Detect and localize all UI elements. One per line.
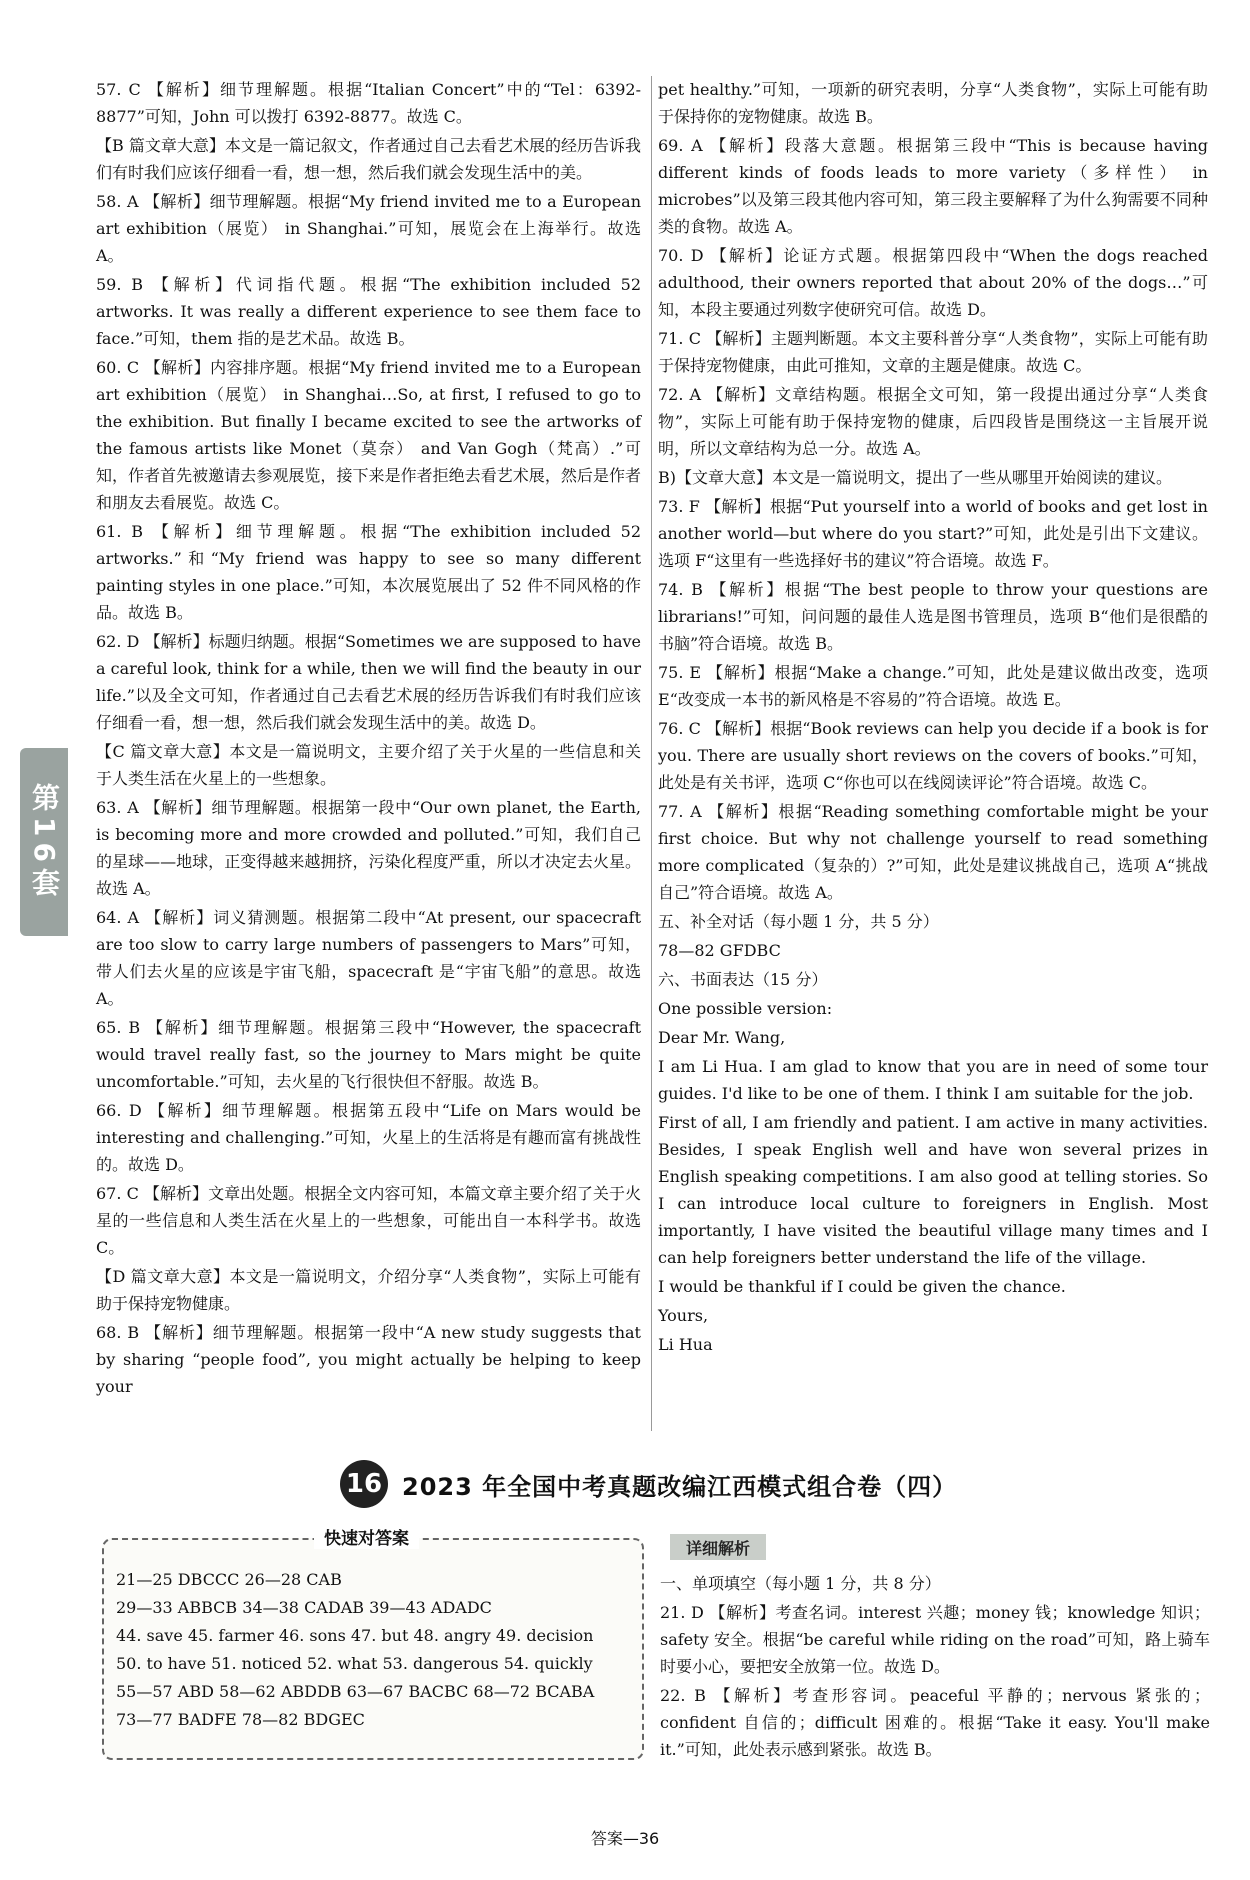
quick-answers-label: 快速对答案 [314, 1524, 419, 1549]
answer-paragraph: 六、书面表达（15 分） [658, 970, 828, 989]
answer-paragraph: Yours, [658, 1306, 709, 1325]
section-number: 16 [340, 1460, 388, 1508]
detail-heading: 一、单项填空（每小题 1 分，共 8 分） [660, 1574, 941, 1593]
answer-paragraph: 五、补全对话（每小题 1 分，共 5 分） [658, 912, 939, 931]
answer-paragraph: First of all, I am friendly and patient. I am active in many activities. Besides, I speak English well and have won several prizes in English speaking competitions. I am also good at telling stories. So I can introduce local culture to foreigners in English. Most importantly, I have visited the beautiful village many times and I can help foreigners better understand the life of the village. [658, 1113, 1208, 1267]
page-footer: 答案—36 [590, 1829, 660, 1848]
answer-paragraph: 76. C 【解析】根据“Book reviews can help you decide if a book is for you. There are usually short reviews on the covers of books.”可知，此处是有关书评，选项 C“你也可以在线阅读评论”符合语境。故选 C。 [658, 719, 1208, 792]
answer-paragraph: 62. D 【解析】标题归纳题。根据“Sometimes we are supposed to have a careful look, think for a while, then we will find the beauty in our life.”以及全文可知，作者通过自己去看艺术展的经历告诉我们有时我们应该仔细看一看，想一想，然后我们就会发现生活中的美。故选 D。 [96, 632, 641, 732]
right-column [658, 76, 1208, 1360]
answer-paragraph: pet healthy.”可知，一项新的研究表明，分享“人类食物”，实际上可能有助于保持你的宠物健康。故选 B。 [658, 80, 1208, 126]
quick-answer-line: 21—25 DBCCC 26—28 CAB [116, 1570, 342, 1589]
answer-paragraph: Li Hua [658, 1335, 713, 1354]
answer-paragraph: 57. C 【解析】细节理解题。根据“Italian Concert”中的“Tel：6392-8877”可知，John 可以拨打 6392-8877。故选 C。 [96, 80, 641, 126]
answer-paragraph: I am Li Hua. I am glad to know that you are in need of some tour guides. I'd like to be one of them. I think I am suitable for the job. [658, 1057, 1208, 1103]
quick-answer-line: 50. to have 51. noticed 52. what 53. dangerous 54. quickly [116, 1654, 593, 1673]
answer-paragraph: 77. A 【解析】根据“Reading something comfortable might be your first choice. But why not challenge yourself to read something more complicated（复杂的）?”可知，此处是建议挑战自己，选项 A“挑战自己”符合语境。故选 A。 [658, 802, 1208, 902]
answer-paragraph: 66. D 【解析】细节理解题。根据第五段中“Life on Mars would be interesting and challenging.”可知，火星上的生活将是有趣而富有挑战性的。故选 D。 [96, 1101, 641, 1174]
answer-paragraph: Dear Mr. Wang, [658, 1028, 786, 1047]
answer-paragraph: 68. B 【解析】细节理解题。根据第一段中“A new study suggests that by sharing “people food”, you might actually be helping to keep your [96, 1323, 641, 1396]
detail-section [660, 1570, 1210, 1765]
section-header [340, 1460, 980, 1508]
quick-answers-box [102, 1529, 644, 1760]
answer-paragraph: One possible version: [658, 999, 833, 1018]
quick-answer-line: 44. save 45. farmer 46. sons 47. but 48. angry 49. decision [116, 1626, 594, 1645]
answer-paragraph: 67. C 【解析】文章出处题。根据全文内容可知，本篇文章主要介绍了关于火星的一些信息和人类生活在火星上的一些想象，可能出自一本科学书。故选 C。 [96, 1184, 641, 1257]
quick-answer-line: 73—77 BADFE 78—82 BDGEC [116, 1710, 365, 1729]
detail-paragraph: 22. B 【解析】考查形容词。peaceful 平静的；nervous 紧张的；confident 自信的；difficult 困难的。根据“Take it easy. You'll make it.”可知，此处表示感到紧张。故选 B。 [660, 1686, 1210, 1759]
detail-paragraph: 21. D 【解析】考查名词。interest 兴趣；money 钱；knowledge 知识；safety 安全。根据“be careful while riding on the road”可知，路上骑车时要小心，要把安全放第一位。故选 D。 [660, 1603, 1210, 1676]
column-divider [651, 76, 652, 1431]
answer-paragraph: 【D 篇文章大意】本文是一篇说明文，介绍分享“人类食物”，实际上可能有助于保持宠物健康。 [96, 1267, 641, 1313]
quick-answers-lines [116, 1566, 636, 1734]
answer-paragraph: 69. A 【解析】段落大意题。根据第三段中“This is because having different kinds of foods leads to more variety（多样性） in microbes”以及第三段其他内容可知，第三段主要解释了为什么狗需要不同种类的食物。故选 A。 [658, 136, 1208, 236]
answer-paragraph: 70. D 【解析】论证方式题。根据第四段中“When the dogs reached adulthood, their owners reported that about 20% of the dogs…”可知，本段主要通过列数字使研究可信。故选 D。 [658, 246, 1208, 319]
left-column [96, 76, 641, 1402]
answer-paragraph: I would be thankful if I could be given the chance. [658, 1277, 1066, 1296]
answer-paragraph: 【B 篇文章大意】本文是一篇记叙文，作者通过自己去看艺术展的经历告诉我们有时我们应该仔细看一看，想一想，然后我们就会发现生活中的美。 [96, 136, 641, 182]
answer-paragraph: 60. C 【解析】内容排序题。根据“My friend invited me to a European art exhibition（展览） in Shanghai…So, at first, I refused to go to the exhibition. But finally I became excited to see the artworks of the famous artists like Monet（莫奈） and Van Gogh（梵高）.”可知，作者首先被邀请去参观展览，接下来是作者拒绝去看艺术展，然后是作者和朋友去看展览。故选 C。 [96, 358, 641, 512]
answer-paragraph: 72. A 【解析】文章结构题。根据全文可知，第一段提出通过分享“人类食物”，实际上可能有助于保持宠物的健康，后四段皆是围绕这一主旨展开说明，所以文章结构为总一分。故选 A。 [658, 385, 1208, 458]
answer-paragraph: 63. A 【解析】细节理解题。根据第一段中“Our own planet, the Earth, is becoming more and more crowded and polluted.”可知，我们自己的星球——地球，正变得越来越拥挤，污染化程度严重，所以才决定去火星。故选 A。 [96, 798, 641, 898]
answer-paragraph: 73. F 【解析】根据“Put yourself into a world of books and get lost in another world—but where do you start?”可知，此处是引出下文建议。选项 F“这里有一些选择好书的建议”符合语境。故选 F。 [658, 497, 1208, 570]
answer-paragraph: 59. B 【解析】代词指代题。根据“The exhibition included 52 artworks. It was really a different experience to see them face to face.”可知，them 指的是艺术品。故选 B。 [96, 275, 641, 348]
detail-label: 详细解析 [670, 1534, 766, 1560]
answer-paragraph: 78—82 GFDBC [658, 941, 781, 960]
answer-paragraph: 71. C 【解析】主题判断题。本文主要科普分享“人类食物”，实际上可能有助于保持宠物健康，由此可推知，文章的主题是健康。故选 C。 [658, 329, 1208, 375]
side-tab: 第16套 [20, 748, 68, 936]
answer-paragraph: 75. E 【解析】根据“Make a change.”可知，此处是建议做出改变，选项 E“改变成一本书的新风格是不容易的”符合语境。故选 E。 [658, 663, 1208, 709]
section-title: 2023 年全国中考真题改编江西模式组合卷（四） [402, 1472, 958, 1501]
quick-answer-line: 55—57 ABD 58—62 ABDDB 63—67 BACBC 68—72 BCABA [116, 1682, 595, 1701]
quick-answer-line: 29—33 ABBCB 34—38 CADAB 39—43 ADADC [116, 1598, 492, 1617]
answer-paragraph: 64. A 【解析】词义猜测题。根据第二段中“At present, our spacecraft are too slow to carry large numbers of passengers to Mars”可知，带人们去火星的应该是宇宙飞船，spacecraft 是“宇宙飞船”的意思。故选 A。 [96, 908, 641, 1008]
answer-paragraph: 61. B 【解析】细节理解题。根据“The exhibition included 52 artworks.”和“My friend was happy to see so many different painting styles in one place.”可知，本次展览展出了 52 件不同风格的作品。故选 B。 [96, 522, 641, 622]
answer-paragraph: 65. B 【解析】细节理解题。根据第三段中“However, the spacecraft would travel really fast, so the journey to Mars might be quite uncomfortable.”可知，去火星的飞行很快但不舒服。故选 B。 [96, 1018, 641, 1091]
answer-paragraph: 58. A 【解析】细节理解题。根据“My friend invited me to a European art exhibition（展览） in Shanghai.”可知，展览会在上海举行。故选 A。 [96, 192, 641, 265]
answer-paragraph: 【C 篇文章大意】本文是一篇说明文，主要介绍了关于火星的一些信息和关于人类生活在火星上的一些想象。 [96, 742, 641, 788]
answer-paragraph: B)【文章大意】本文是一篇说明文，提出了一些从哪里开始阅读的建议。 [658, 468, 1173, 487]
answer-paragraph: 74. B 【解析】根据“The best people to throw your questions are librarians!”可知，问问题的最佳人选是图书管理员，选项 B“他们是很酷的书脑”符合语境。故选 B。 [658, 580, 1208, 653]
